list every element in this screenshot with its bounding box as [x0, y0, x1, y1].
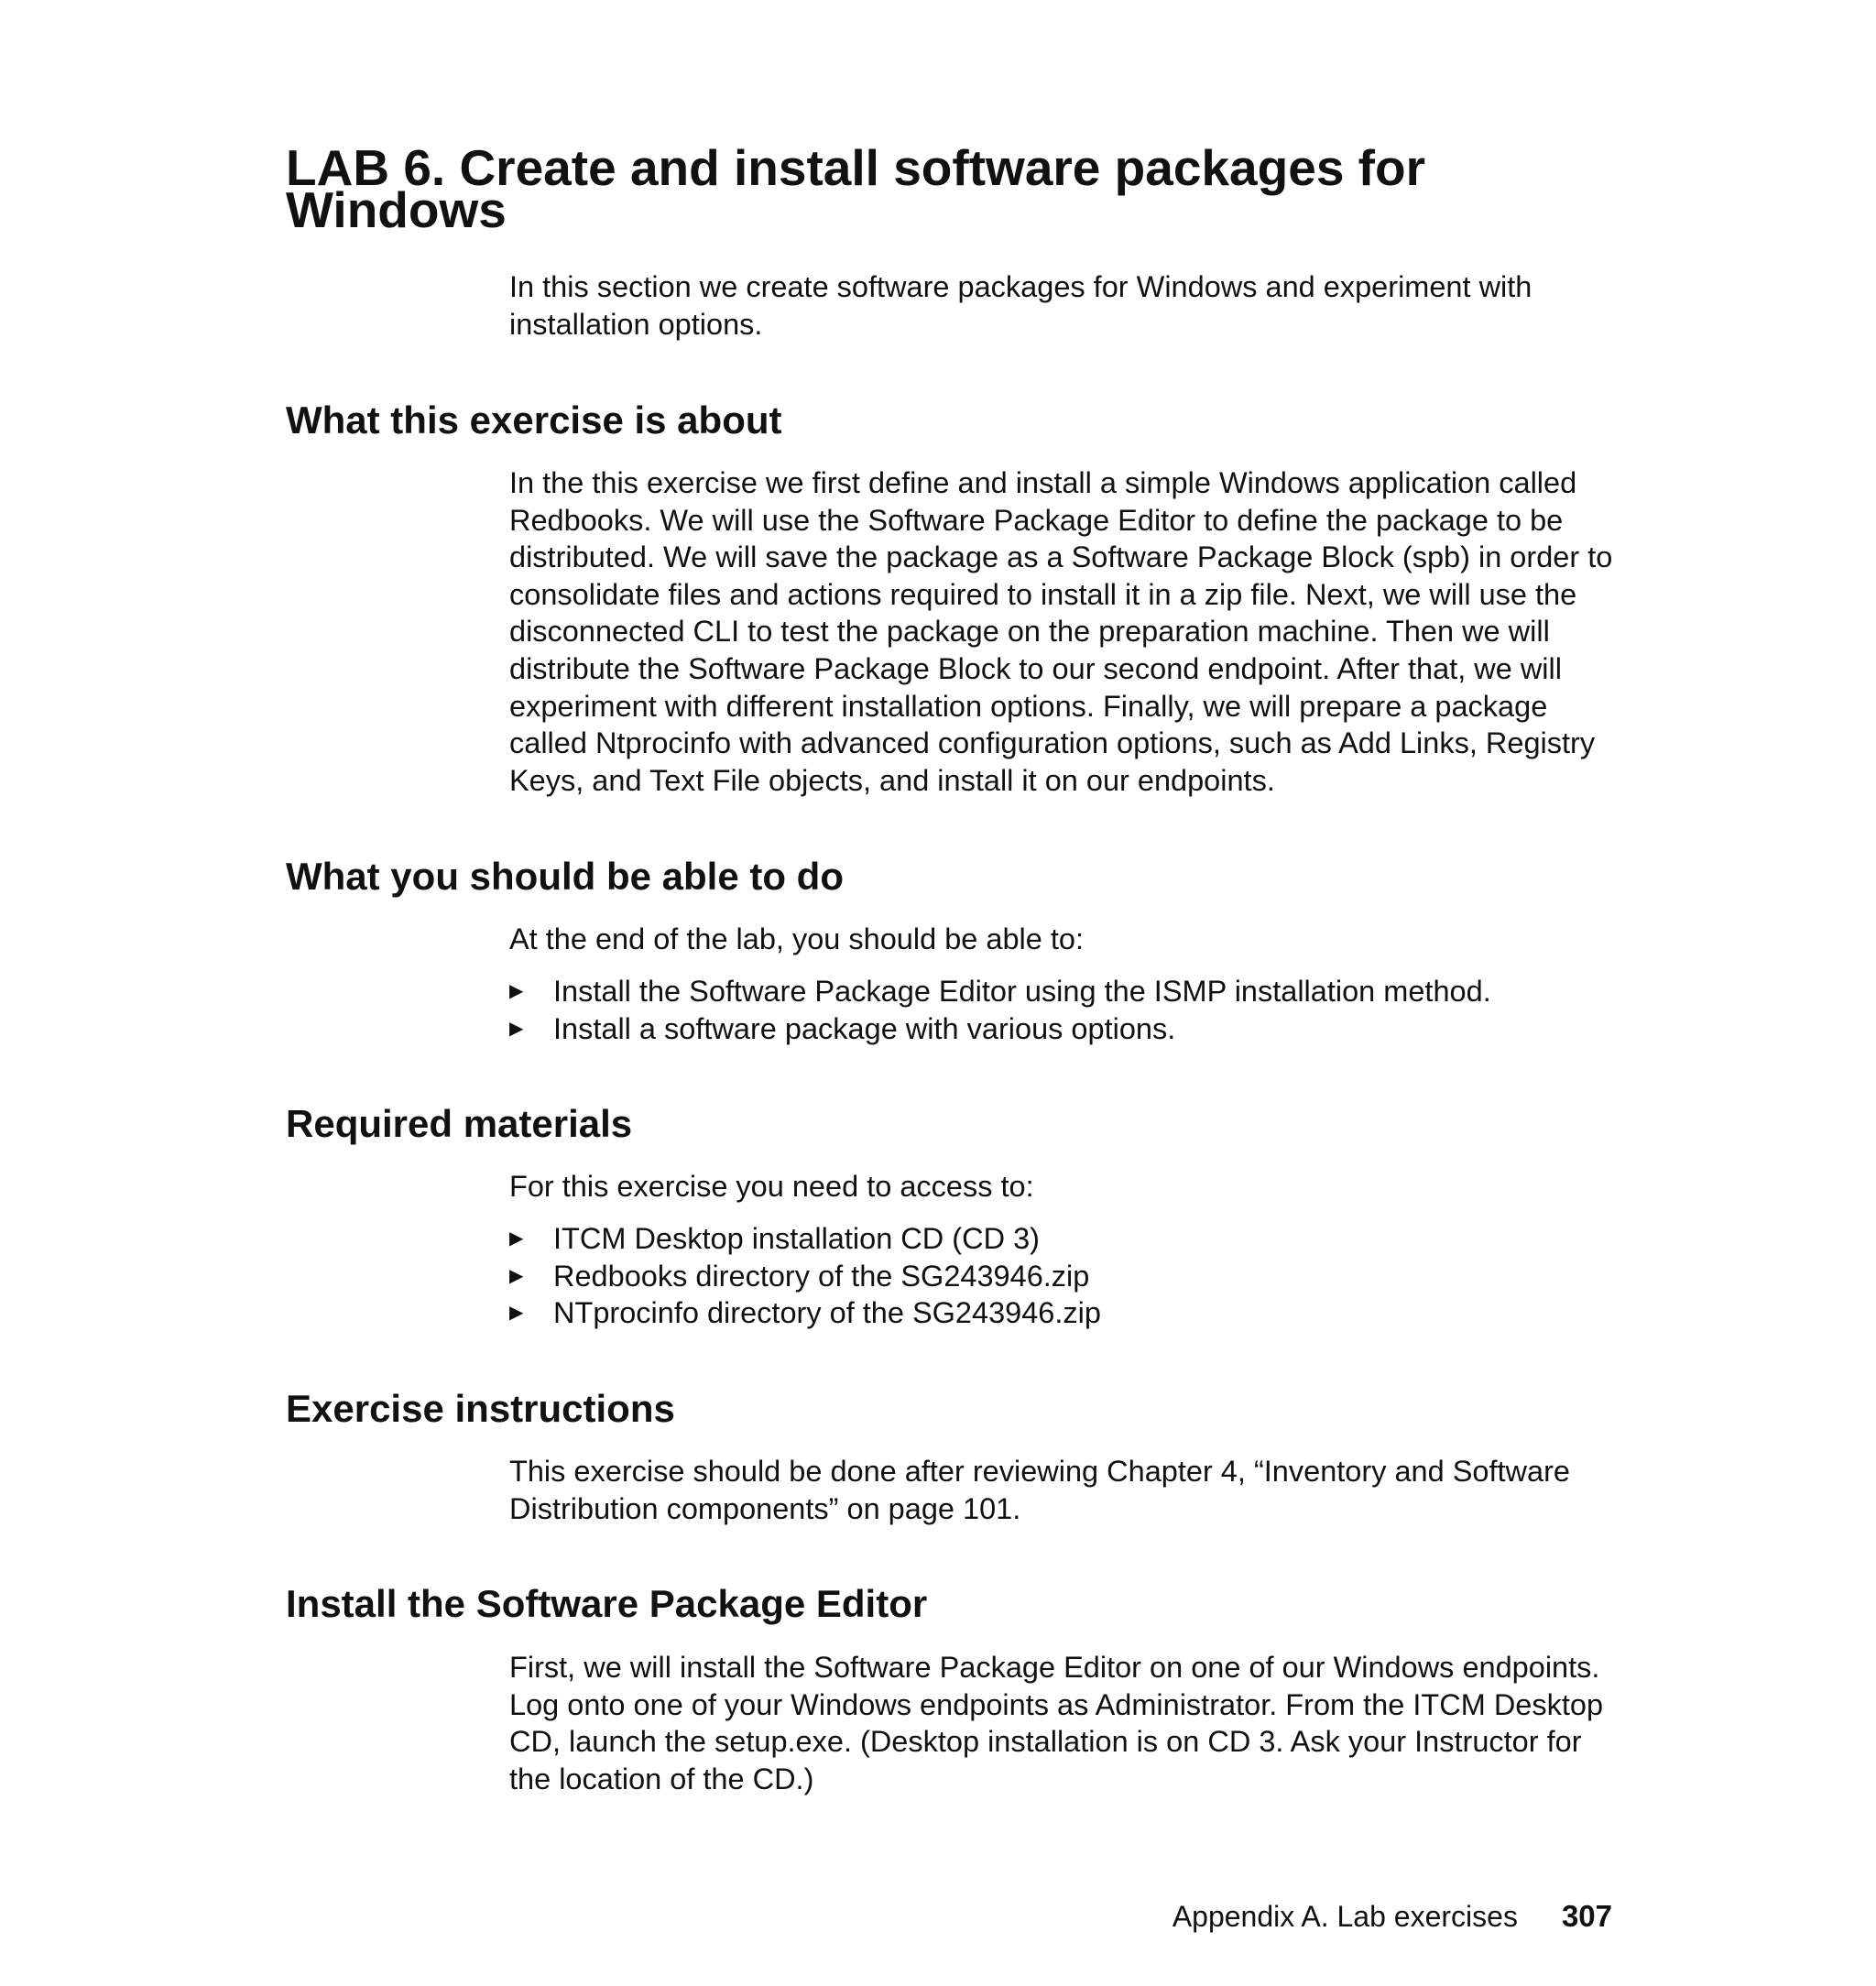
list-item	[509, 973, 1618, 1010]
heading-install: Install the Software Package Editor	[286, 1582, 928, 1625]
page-footer	[1099, 1898, 1612, 1935]
footer-label: Appendix A. Lab exercises	[1172, 1900, 1518, 1933]
intro-paragraph: In this section we create software packages for Windows and experiment with installation options.	[509, 270, 1532, 341]
able-intro: At the end of the lab, you should be able to:	[509, 922, 1084, 955]
list-item-text: Install a software package with various options.	[553, 1011, 1176, 1045]
bullet-arrow-icon: ▶	[509, 1265, 524, 1286]
bullet-arrow-icon: ▶	[509, 1303, 524, 1324]
heading-materials: Required materials	[286, 1102, 633, 1145]
bullet-arrow-icon: ▶	[509, 1228, 524, 1249]
heading-instructions: Exercise instructions	[286, 1387, 675, 1430]
list-item	[509, 1010, 1618, 1048]
list-item-text: Redbooks directory of the SG243946.zip	[553, 1259, 1090, 1293]
about-paragraph: In the this exercise we first define and install a simple Windows application called Redbooks. We will use the Software Package Editor to define the package to be distributed. We will save the package as a Software Package Block (spb) in order to consolidate files and actions required to install it in a zip file. Next, we will use the disconnected CLI to test the package on the preparation machine. Then we will distribute the Software Package Block to our second endpoint. After that, we will experiment with different installation options. Finally, we will prepare a package called Ntprocinfo with advanced configuration options, such as Add Links, Registry Keys, and Text File objects, and install it on our endpoints.	[509, 466, 1613, 797]
page-number: 307	[1561, 1899, 1612, 1933]
list-item	[509, 1294, 1618, 1332]
list-item	[509, 1220, 1618, 1258]
materials-intro: For this exercise you need to access to:	[509, 1170, 1034, 1203]
list-item-text: ITCM Desktop installation CD (CD 3)	[553, 1222, 1040, 1255]
list-item	[509, 1258, 1618, 1295]
heading-about: What this exercise is about	[286, 398, 782, 442]
list-item-text: Install the Software Package Editor using the ISMP installation method.	[553, 975, 1491, 1008]
bullet-arrow-icon: ▶	[509, 981, 524, 1001]
instructions-paragraph: This exercise should be done after reviewing Chapter 4, “Inventory and Software Distribution components” on page 101.	[509, 1455, 1570, 1525]
list-item-text: NTprocinfo directory of the SG243946.zip	[553, 1296, 1101, 1330]
install-paragraph: First, we will install the Software Package Editor on one of our Windows endpoints. Log onto one of your Windows endpoints as Administrator. From the ITCM Desktop CD, launch the setup.exe. (Desktop installation is on CD 3. Ask your Instructor for the location of the CD.)	[509, 1651, 1604, 1795]
page-title: LAB 6. Create and install software packages for Windows	[286, 139, 1425, 238]
able-list	[509, 973, 1618, 1047]
bullet-arrow-icon: ▶	[509, 1018, 524, 1039]
materials-list	[509, 1220, 1618, 1332]
heading-able: What you should be able to do	[286, 855, 844, 898]
